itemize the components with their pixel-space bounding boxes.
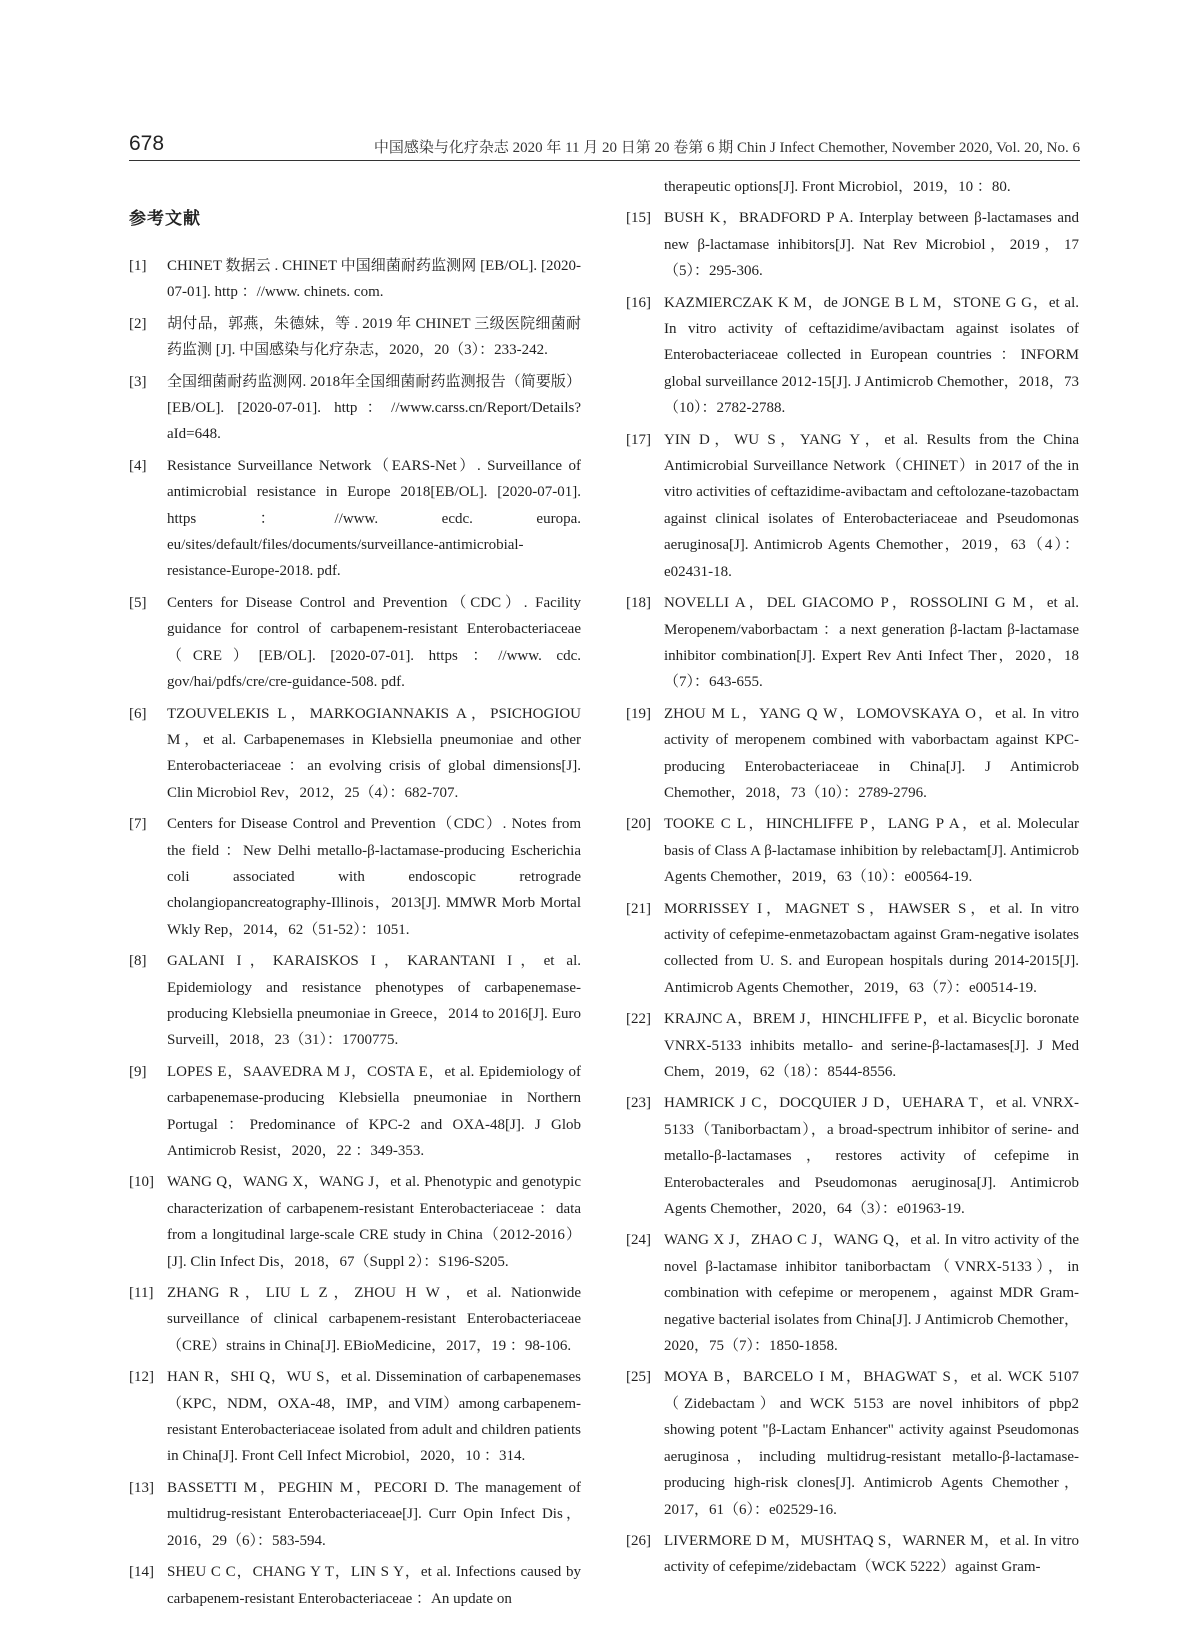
reference-item [129, 369, 581, 448]
reference-number: [22] [626, 1011, 651, 1028]
reference-number: [20] [626, 816, 651, 833]
reference-continuation [626, 174, 1079, 200]
reference-number: [26] [626, 1532, 651, 1549]
reference-text: MOYA B，BARCELO I M，BHAGWAT S，et al. WCK 5107（Zidebactam）and WCK 5153 are novel inhibitors of pbp2 showing potent "β-Lactam Enhancer" activity against Pseudomonas aeruginosa，including multidrug-resistant metallo-β-lactamase-producing high-risk clones[J]. Antimicrob Agents Chemother，2017，61（6）：e02529-16. [664, 1369, 1079, 1518]
reference-number: [25] [626, 1369, 651, 1386]
reference-text: BASSETTI M，PEGHIN M，PECORI D. The management of multidrug-resistant Enterobacteriaceae[J]. Curr Opin Infect Dis，2016，29（6）：583-594. [167, 1479, 581, 1549]
reference-number: [2] [129, 315, 147, 332]
reference-number: [3] [129, 373, 147, 390]
reference-item [129, 1364, 581, 1470]
page-header [129, 128, 1080, 161]
reference-item [626, 427, 1079, 585]
reference-number: [9] [129, 1063, 147, 1080]
reference-item [626, 1090, 1079, 1222]
reference-text: SHEU C C，CHANG Y T，LIN S Y，et al. Infections caused by carbapenem-resistant Enterobacteriaceae ：An update on [167, 1564, 581, 1607]
reference-text: 全国细菌耐药监测网. 2018年全国细菌耐药监测报告（简要版）[EB/OL]. [2020-07-01]. http：//www.carss.cn/Report/Details?aId=648. [167, 373, 581, 443]
reference-item [129, 253, 581, 306]
reference-number: [11] [129, 1285, 154, 1302]
reference-item [626, 590, 1079, 696]
reference-item [129, 1559, 581, 1612]
reference-number: [15] [626, 210, 651, 227]
reference-item [626, 205, 1079, 284]
reference-number: [7] [129, 816, 147, 833]
right-reference-list [626, 205, 1079, 1580]
reference-text: Centers for Disease Control and Prevention（CDC）. Notes from the field ：New Delhi metallo-β-lactamase-producing Escherichia coli associated with endoscopic retrograde cholangiopancreatography-Illinois，2013[J]. MMWR Morb Mortal Wkly Rep，2014，62（51-52）：1051. [167, 816, 581, 938]
reference-number: [5] [129, 594, 147, 611]
reference-text: HAMRICK J C，DOCQUIER J D，UEHARA T，et al. VNRX-5133（Taniborbactam），a broad-spectrum inhibitor of serine- and metallo-β-lactamases，restores activity of cefepime in Enterobacterales and Pseudomonas aeruginosa[J]. Antimicrob Agents Chemother，2020，64（3）：e01963-19. [664, 1095, 1079, 1218]
reference-item [626, 290, 1079, 422]
reference-item [626, 1528, 1079, 1581]
reference-text: WANG X J，ZHAO C J，WANG Q，et al. In vitro activity of the novel β-lactamase inhibitor taniborbactam（VNRX-5133），in combination with cefepime or meropenem，against MDR Gram-negative bacterial isolates from China[J]. J Antimicrob Chemother，2020，75（7）：1850-1858. [664, 1232, 1079, 1355]
reference-text: KAZMIERCZAK K M，de JONGE B L M，STONE G G，et al. In vitro activity of ceftazidime/avibactam against isolates of Enterobacteriaceae collected in European countries ：INFORM global surveillance 2012-15[J]. J Antimicrob Chemother，2018，73（10）：2782-2788. [664, 294, 1079, 417]
reference-text: therapeutic options[J]. Front Microbiol，2019，10 ：80. [664, 179, 1011, 195]
reference-text: ZHANG R，LIU L Z，ZHOU H W，et al. Nationwide surveillance of clinical carbapenem-resistant Enterobacteriaceae（CRE）strains in China[J]. EBioMedicine，2017，19 ：98-106. [167, 1285, 581, 1354]
reference-text: TZOUVELEKIS L，MARKOGIANNAKIS A，PSICHOGIOU M，et al. Carbapenemases in Klebsiella pneumoniae and other Enterobacteriaceae ：an evolving crisis of global dimensions[J]. Clin Microbiol Rev，2012，25（4）：682-707. [167, 705, 581, 801]
reference-number: [13] [129, 1479, 154, 1496]
reference-item [129, 811, 581, 943]
reference-text: NOVELLI A，DEL GIACOMO P，ROSSOLINI G M，et al. Meropenem/vaborbactam ：a next generation β-lactam β-lactamase inhibitor combination[J]. Expert Rev Anti Infect Ther，2020，18（7）：643-655. [664, 595, 1079, 691]
reference-item [626, 811, 1079, 890]
reference-number: [24] [626, 1232, 651, 1249]
reference-item [129, 311, 581, 364]
reference-number: [6] [129, 705, 147, 722]
reference-text: BUSH K，BRADFORD P A. Interplay between β-lactamases and new β-lactamase inhibitors[J]. Nat Rev Microbiol，2019，17（5）：295-306. [664, 210, 1079, 280]
reference-item [626, 1006, 1079, 1085]
references-heading: 参考文献 [129, 209, 201, 229]
reference-item [129, 1280, 581, 1359]
reference-number: [17] [626, 431, 651, 448]
reference-number: [21] [626, 900, 651, 917]
reference-text: HAN R，SHI Q，WU S，et al. Dissemination of carbapenemases（KPC，NDM，OXA-48，IMP，and VIM）among carbapenem-resistant Enterobacteriaceae isolated from adult and children patients in China[J]. Front Cell Infect Microbiol，2020，10 ：314. [167, 1369, 581, 1465]
reference-number: [16] [626, 294, 651, 311]
reference-item [129, 701, 581, 807]
reference-item [626, 896, 1079, 1002]
reference-text: LIVERMORE D M，MUSHTAQ S，WARNER M，et al. In vitro activity of cefepime/zidebactam（WCK 5222）against Gram- [664, 1532, 1079, 1576]
reference-text: ZHOU M L，YANG Q W，LOMOVSKAYA O，et al. In vitro activity of meropenem combined with vaborbactam against KPC-producing Enterobacteriaceae in China[J]. J Antimicrob Chemother，2018，73（10）：2789-2796. [664, 705, 1079, 801]
reference-item [626, 1227, 1079, 1359]
reference-number: [12] [129, 1369, 154, 1386]
reference-text: Resistance Surveillance Network（EARS-Net）. Surveillance of antimicrobial resistance in Europe 2018[EB/OL]. [2020-07-01]. https ：//www. ecdc. europa. eu/sites/default/files/documents/surveillance-antimicrobial-resistance-Europe-2018. pdf. [167, 457, 581, 580]
reference-item [626, 1364, 1079, 1522]
reference-number: [1] [129, 258, 147, 274]
reference-number: [14] [129, 1564, 154, 1581]
reference-number: [4] [129, 457, 147, 474]
reference-text: YIN D，WU S，YANG Y，et al. Results from the China Antimicrobial Surveillance Network（CHINET）in 2017 of the in vitro activities of ceftazidime-avibactam and ceftolozane-tazobactam against clinical isolates of Enterobacteriaceae and Pseudomonas aeruginosa[J]. Antimicrob Agents Chemother，2019，63（4）：e02431-18. [664, 431, 1079, 580]
reference-text: KRAJNC A，BREM J，HINCHLIFFE P，et al. Bicyclic boronate VNRX-5133 inhibits metallo- and serine-β-lactamases[J]. J Med Chem，2019，62（18）：8544-8556. [664, 1011, 1079, 1080]
reference-text: Centers for Disease Control and Prevention（CDC）. Facility guidance for control of carbapenem-resistant Enterobacteriaceae（CRE）[EB/OL]. [2020-07-01]. https ：//www. cdc. gov/hai/pdfs/cre/cre-guidance-508. pdf. [167, 594, 581, 691]
reference-text: CHINET 数据云 . CHINET 中国细菌耐药监测网 [EB/OL]. [2020-07-01]. http ：//www. chinets. com. [167, 258, 581, 301]
reference-text: GALANI I，KARAISKOS I，KARANTANI I，et al. Epidemiology and resistance phenotypes of carbapenemase-producing Klebsiella pneumoniae in Greece，2014 to 2016[J]. Euro Surveill，2018，23（31）：1700775. [167, 953, 581, 1049]
reference-text: 胡付品，郭燕，朱德妹，等 . 2019 年 CHINET 三级医院细菌耐药监测 [J]. 中国感染与化疗杂志，2020，20（3）：233-242. [167, 315, 581, 359]
reference-text: WANG Q，WANG X，WANG J，et al. Phenotypic and genotypic characterization of carbapenem-resistant Enterobacteriaceae ：data from a longitudinal large-scale CRE study in China（2012-2016）[J]. Clin Infect Dis，2018，67（Suppl 2）：S196-S205. [167, 1174, 581, 1270]
reference-item [129, 948, 581, 1054]
reference-item [129, 453, 581, 585]
reference-number: [18] [626, 595, 651, 612]
left-reference-list [129, 253, 581, 1612]
reference-number: [23] [626, 1095, 651, 1112]
reference-number: [10] [129, 1174, 154, 1191]
reference-text: TOOKE C L，HINCHLIFFE P，LANG P A，et al. Molecular basis of Class A β-lactamase inhibition by relebactam[J]. Antimicrob Agents Chemother，2019，63（10）：e00564-19. [664, 816, 1079, 886]
reference-item [129, 590, 581, 696]
reference-item [129, 1475, 581, 1554]
reference-number: [19] [626, 705, 651, 722]
reference-text: MORRISSEY I，MAGNET S，HAWSER S，et al. In vitro activity of cefepime-enmetazobactam against Gram-negative isolates collected from U. S. and European hospitals during 2014-2015[J]. Antimicrob Agents Chemother，2019，63（7）：e00514-19. [664, 900, 1079, 996]
left-column [129, 180, 581, 1617]
reference-number: [8] [129, 953, 147, 970]
right-column [626, 180, 1079, 1586]
reference-item [129, 1169, 581, 1275]
running-head: 中国感染与化疗杂志 2020 年 11 月 20 日第 20 卷第 6 期 Chin J Infect Chemother, November 2020, Vol. 20, No. 6 [373, 140, 1080, 156]
reference-text: LOPES E，SAAVEDRA M J，COSTA E，et al. Epidemiology of carbapenemase-producing Klebsiella pneumoniae in Northern Portugal ：Predominance of KPC-2 and OXA-48[J]. J Glob Antimicrob Resist，2020，22 ：349-353. [167, 1063, 581, 1159]
page-number: 678 [129, 132, 165, 155]
reference-item [626, 701, 1079, 807]
reference-item [129, 1059, 581, 1165]
